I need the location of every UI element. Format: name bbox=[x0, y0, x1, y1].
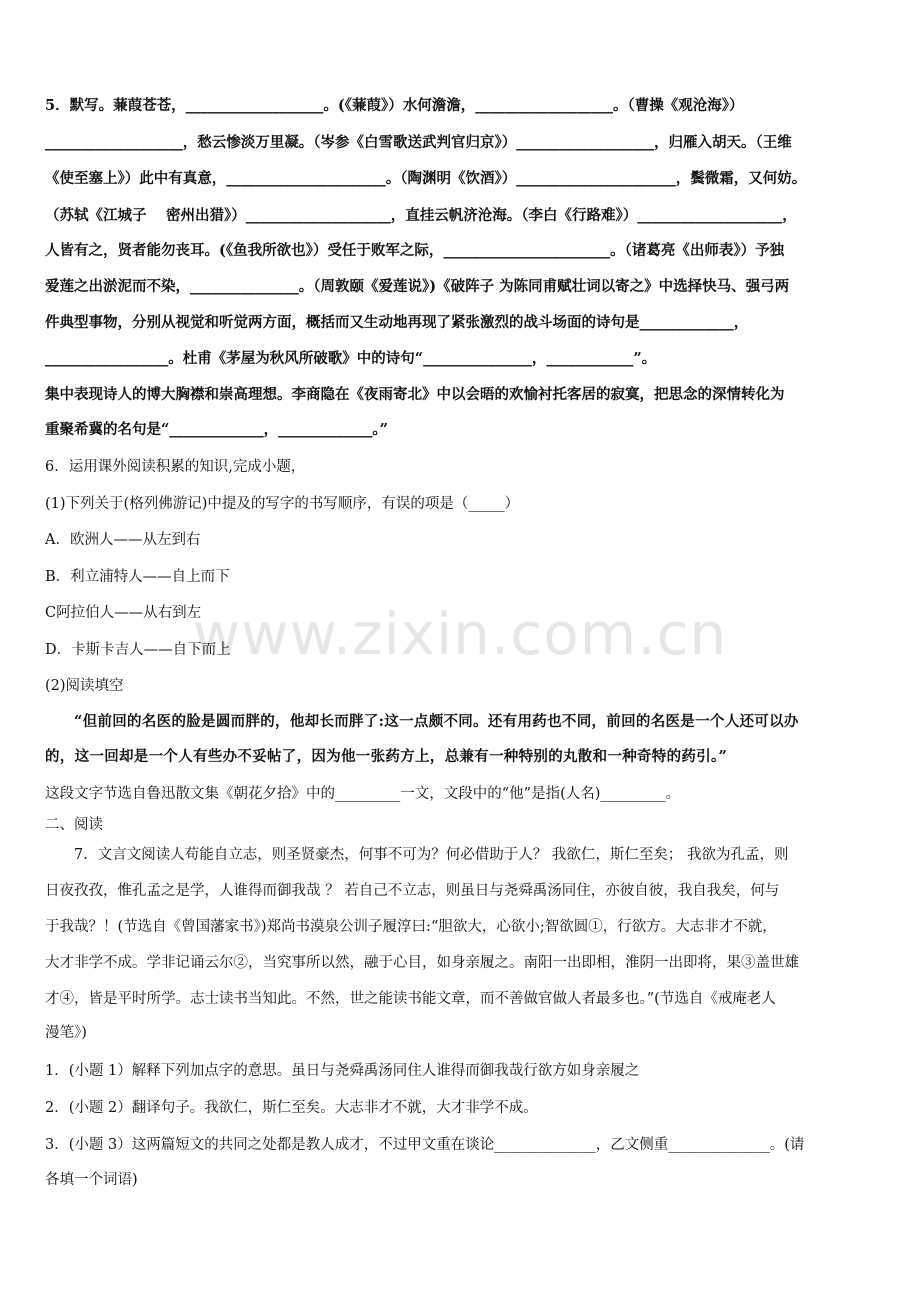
q5-line-3: 《使至塞上》）此中有真意，______________________。（陶渊明《饮酒》）______________________，鬓微霜，又何妨。 bbox=[45, 170, 807, 187]
q5-line-8: _________________。杜甫《茅屋为秋风所破歌》中的诗句“_______________，____________”。 bbox=[45, 350, 657, 367]
subquestion-3: 3．(小题 3）这两篇短文的共同之处都是教人成才，不过甲文重在谈论______________，乙文侧重______________。(请 bbox=[45, 1137, 805, 1153]
passage-line-2: 日夜孜孜，惟孔孟之是学，人谁得而御我哉 ？ 若自己不立志，则虽日与尧舜禹汤同住，亦彼自彼，我自我矣，何与 bbox=[45, 883, 780, 899]
q5-line-2: ___________________，愁云惨淡万里凝。（岑参《白雪歌送武判官归京》）___________________，归雁入胡天。（王维 bbox=[45, 134, 792, 151]
q5-line-10: 重聚希冀的名句是“_____________，_____________。” bbox=[45, 421, 388, 438]
passage-line-5: 才④，皆是平时所学。志士读书当知此。不然，世之能读书能文章，而不善做官做人者最多也。”(节选自《戒庵老人 bbox=[45, 991, 776, 1007]
watermark: www.zixin.com.cn bbox=[192, 600, 728, 668]
q6-fill-sentence: 这段文字节选自鲁迅散文集《朝花夕拾》中的_________一文，文段中的“他”是指(人名)_________。 bbox=[45, 786, 681, 802]
passage-line-4: 大才非学不成。学非记诵云尔②，当究事所以然，融于心目，如身亲履之。南阳一出即相，淮阴一出即将，果③盖世雄 bbox=[45, 955, 799, 971]
subquestion-2: 2．(小题 2）翻译句子。我欲仁，斯仁至矣。大志非才不就，大才非学不成。 bbox=[45, 1100, 538, 1116]
passage-line-1: 7．文言文阅读人苟能自立志，则圣贤豪杰，何事不可为？何必借助于人？ 我欲仁，斯仁至矣； 我欲为孔孟，则 bbox=[74, 847, 789, 863]
subquestion-1: 1．(小题 1）解释下列加点字的意思。虽日与尧舜禹汤同住人谁得而御我哉行欲方如身亲履之 bbox=[45, 1063, 640, 1079]
option-a: A．欧洲人——从左到右 bbox=[45, 532, 201, 548]
q5-line-1: 5．默写。蒹葭苍苍，___________________。(《蒹葭》）水何澹澹，___________________。（曹操《观沧海》） bbox=[45, 97, 744, 114]
q6-title: 6．运用课外阅读积累的知识,完成小题， bbox=[45, 459, 306, 475]
passage-line-3: 于我哉？！(节选自《曾国藩家书》)郑尚书漠泉公训子履淳曰:“胆欲大，心欲小;智欲圆①，行欲方。大志非才不就， bbox=[45, 919, 777, 935]
q5-line-6: 爱莲之出淤泥而不染，_______________。（周敦颐《爱莲说》)《破阵子 为陈同甫赋壮词以寄之》中选择快马、强弓两 bbox=[45, 278, 790, 295]
q5-line-7: 件典型事物，分别从视觉和听觉两方面，概括而又生动地再现了紧张激烈的战斗场面的诗句是_____________， bbox=[45, 314, 749, 331]
option-b: B．利立浦特人——自上而下 bbox=[45, 569, 230, 585]
quote-line-1: “但前回的名医的脸是圆而胖的，他却长而胖了:这一点颇不同。还有用药也不同，前回的名医是一个人还可以办 bbox=[74, 713, 799, 730]
q6-part2: (2)阅读填空 bbox=[45, 678, 124, 694]
subquestion-3-cont: 各填一个词语) bbox=[45, 1172, 138, 1188]
q5-line-4: （苏轼《江城子 密州出猎》）____________________，直挂云帆济沧海。（李白《行路难》）____________________， bbox=[45, 207, 797, 224]
option-d: D．卡斯卡吉人——自下而上 bbox=[45, 642, 231, 658]
option-c: C阿拉伯人——从右到左 bbox=[45, 605, 202, 621]
quote-line-2: 的，这一回却是一个人有些办不妥帖了，因为他一张药方上，总兼有一种特别的丸散和一种奇特的药引。” bbox=[45, 748, 728, 765]
q6-part1: (1)下列关于(格列佛游记)中提及的写字的书写顺序，有误的项是（_____） bbox=[45, 496, 520, 512]
q5-line-9: 集中表现诗人的博大胸襟和崇高理想。李商隐在《夜雨寄北》中以会晤的欢愉衬托客居的寂寞，把思念的深情转化为 bbox=[45, 386, 785, 403]
section-heading: 二、阅读 bbox=[45, 817, 103, 833]
q5-line-5: 人皆有之，贤者能勿丧耳。(《鱼我所欲也》）受任于败军之际，_______________________。（诸葛亮《出师表》）予独 bbox=[45, 242, 785, 259]
passage-line-6: 漫笔》) bbox=[45, 1025, 87, 1041]
